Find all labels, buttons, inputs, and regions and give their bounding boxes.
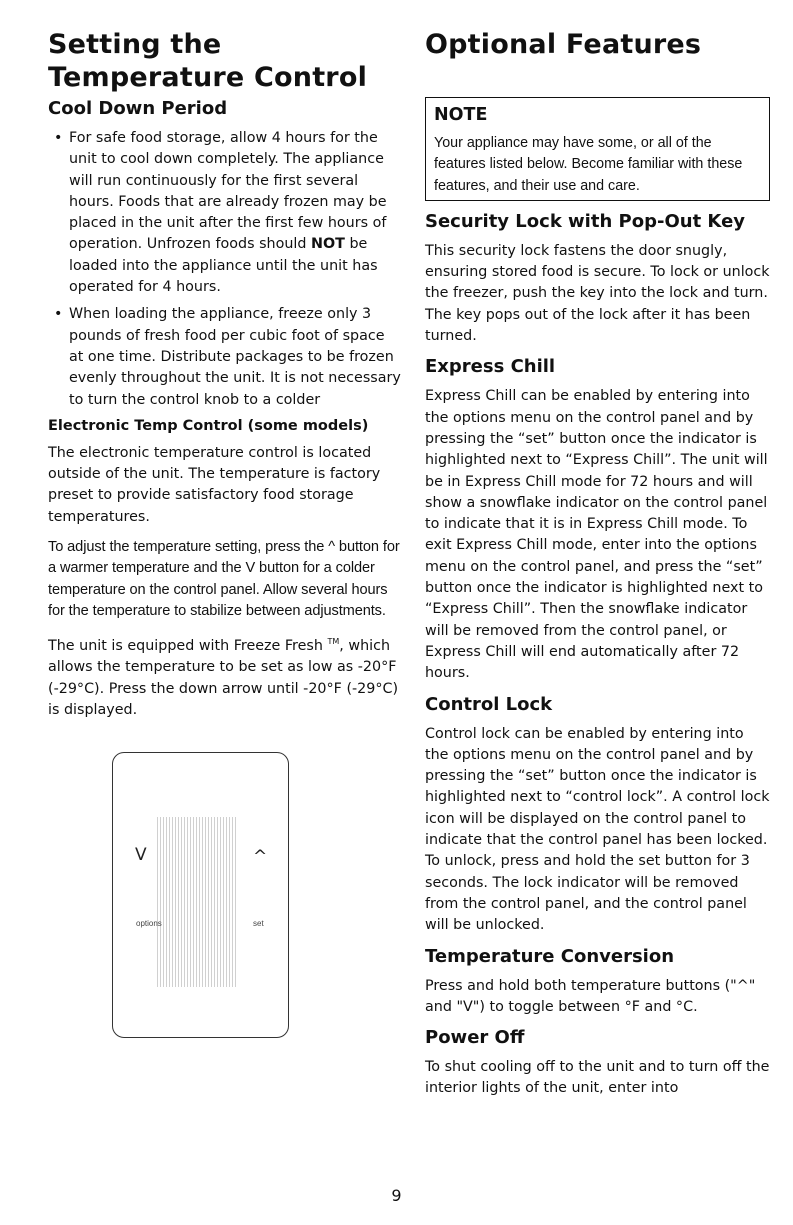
display-area: [157, 817, 237, 987]
bullet-icon: •: [54, 130, 63, 146]
security-lock-heading: Security Lock with Pop-Out Key: [425, 210, 746, 232]
power-off-heading: Power Off: [425, 1027, 525, 1049]
down-arrow-icon: V: [135, 845, 147, 865]
control-lock-heading: Control Lock: [425, 693, 553, 715]
note-title: NOTE: [434, 105, 488, 125]
options-label: options: [136, 919, 162, 928]
paragraph: This security lock fastens the door snugly, ensuring stored food is secure. To lock or unlock the freezer, push the key into the lock and turn. The key pops out of the lock after it has been turned.: [425, 242, 770, 345]
electronic-control-heading: Electronic Temp Control (some models): [48, 417, 369, 434]
up-arrow-icon: ^: [253, 847, 268, 867]
title-line-1: Setting the: [48, 29, 222, 60]
list-item: • For safe food storage, allow 4 hours for the unit to cool down completely. The appliance will run continuously for the first several hours. Foods that are already frozen may be placed in the unit after the first few hours of operation. Unfrozen foods should NOT be loaded into the appliance until the unit has operated for 4 hours.: [54, 130, 387, 296]
section-title: Optional Features: [425, 29, 702, 60]
temperature-conversion-heading: Temperature Conversion: [425, 945, 675, 967]
cool-down-heading: Cool Down Period: [48, 98, 228, 119]
right-column: [425, 28, 770, 1109]
paragraph: The unit is equipped with Freeze Fresh ™, which allows the temperature to be set as low as -20°F (-29°C). Press the down arrow until -20°F (-29°C) is displayed.: [48, 637, 399, 718]
page-number: 9: [391, 1186, 402, 1205]
left-column: [48, 28, 403, 730]
paragraph: Control lock can be enabled by entering into the options menu on the control panel and by pressing the “set” button once the indicator is highlighted next to “control lock”. A control lock icon will be displayed on the control panel to indicate that the control panel has been locked. To unlock, press and hold the set button for 3 seconds. The lock indicator will be removed from the control panel, and the control panel will be unlocked.: [425, 725, 770, 934]
emphasis-not: NOT: [311, 236, 345, 253]
paragraph: The electronic temperature control is located outside of the unit. The temperature is factory preset to provide satisfactory food storage temperatures.: [48, 444, 381, 525]
paragraph: To adjust the temperature setting, press the ^ button for a warmer temperature and the V button for a colder temperature on the control panel. Allow several hours for the temperature to stabilize between adjustments.: [48, 539, 400, 619]
title-line-2: Temperature Control: [48, 62, 368, 93]
list-item: • When loading the appliance, freeze only 3 pounds of fresh food per cubic foot of space at one time. Distribute packages to be frozen evenly throughout the unit. It is not necessary to turn the control knob to a colder: [54, 306, 401, 408]
cool-down-list: [48, 128, 403, 411]
section-title: [48, 28, 403, 94]
bullet-icon: •: [54, 306, 63, 323]
paragraph: To shut cooling off to the unit and to turn off the interior lights of the unit, enter into: [425, 1059, 770, 1097]
set-label: set: [253, 919, 264, 928]
note-body: Your appliance may have some, or all of the features listed below. Become familiar with these features, and their use and care.: [434, 135, 743, 194]
paragraph: Press and hold both temperature buttons ("^" and "V") to toggle between °F and °C.: [425, 977, 756, 1015]
control-panel-illustration: [112, 752, 289, 1038]
paragraph: Express Chill can be enabled by entering into the options menu on the control panel and by pressing the “set” button once the indicator is highlighted next to “Express Chill”. The unit will be in Express Chill mode for 72 hours and will show a snowflake indicator on the control panel to indicate that it is in Express Chill mode. To exit Express Chill mode, enter into the options menu on the control panel, and press the “set” button once the indicator is highlighted next to “Express Chill”. Then the snowflake indicator will be removed from the control panel, or Express Chill will end automatically after 72 hours.: [425, 388, 768, 682]
trademark-mark: TM: [327, 637, 340, 647]
note-box: [425, 97, 770, 201]
express-chill-heading: Express Chill: [425, 356, 556, 378]
